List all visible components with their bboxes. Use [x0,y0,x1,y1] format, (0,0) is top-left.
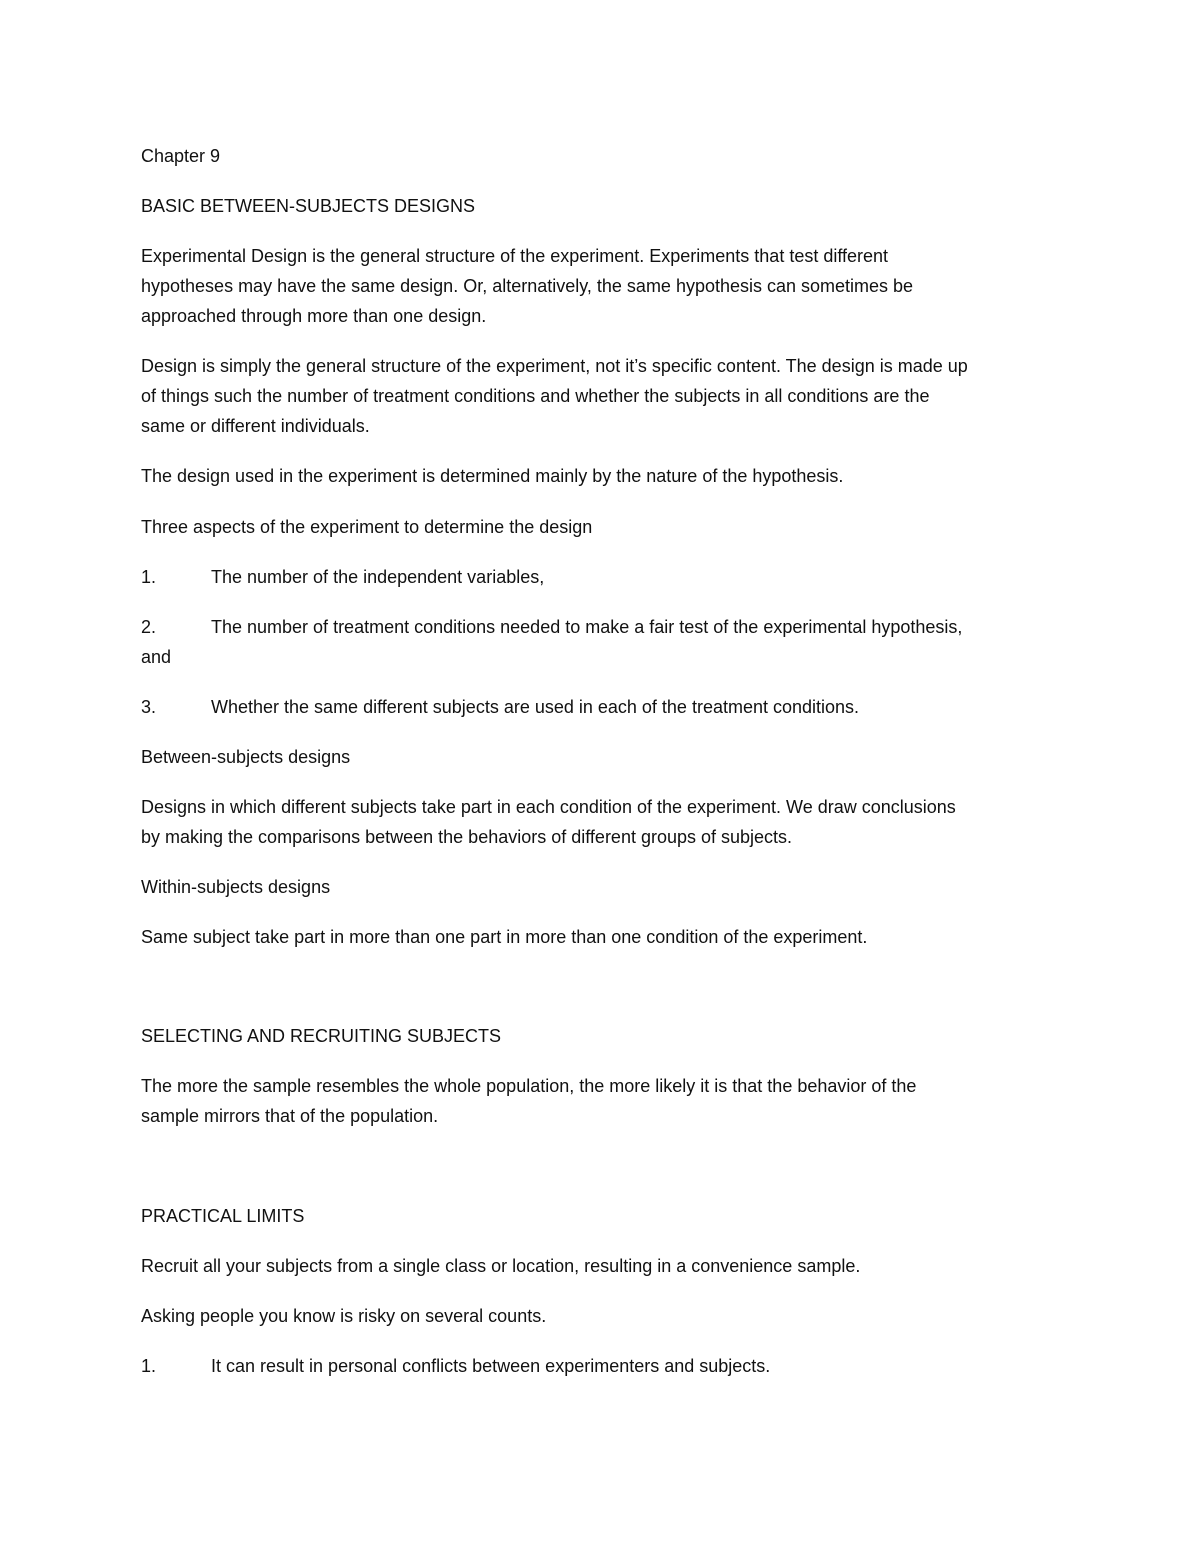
paragraph-line: Experimental Design is the general structure of the experiment. Experiments that test different [141,246,889,266]
list-item-text: The number of treatment conditions needed to make a fair test of the experimental hypothesis, [211,617,963,637]
paragraph-line: Three aspects of the experiment to determine the design [141,517,593,537]
paragraph-line: hypotheses may have the same design. Or, alternatively, the same hypothesis can sometimes be [141,276,914,296]
section-heading-basic: BASIC BETWEEN-SUBJECTS DESIGNS [141,196,476,216]
paragraph-line: Asking people you know is risky on several counts. [141,1306,547,1326]
list-number: 1. [141,1356,157,1376]
list-item-text: It can result in personal conflicts between experimenters and subjects. [211,1356,771,1376]
list-number: 1. [141,567,157,587]
paragraph-line: same or different individuals. [141,416,370,436]
subheading-within: Within-subjects designs [141,877,331,897]
chapter-label: Chapter 9 [141,146,221,166]
paragraph-line: Designs in which different subjects take part in each condition of the experiment. We draw conclusions [141,797,956,817]
paragraph-line: Design is simply the general structure of the experiment, not it’s specific content. The design is made up [141,356,968,376]
section-heading-selecting: SELECTING AND RECRUITING SUBJECTS [141,1026,502,1046]
paragraph-line: Same subject take part in more than one part in more than one condition of the experiment. [141,927,868,947]
list-item-text: The number of the independent variables, [211,567,545,587]
paragraph-line: The more the sample resembles the whole population, the more likely it is that the behavior of the [141,1076,917,1096]
paragraph-line: by making the comparisons between the behaviors of different groups of subjects. [141,827,793,847]
paragraph-line: approached through more than one design. [141,306,487,326]
list-number: 3. [141,697,157,717]
section-heading-practical: PRACTICAL LIMITS [141,1206,305,1226]
subheading-between: Between-subjects designs [141,747,351,767]
list-number: 2. [141,617,157,637]
list-item-text: Whether the same different subjects are used in each of the treatment conditions. [211,697,860,717]
paragraph-line: Recruit all your subjects from a single class or location, resulting in a convenience sample. [141,1256,861,1276]
list-item-continuation: and [141,647,172,667]
paragraph-line: sample mirrors that of the population. [141,1106,439,1126]
paragraph-line: of things such the number of treatment conditions and whether the subjects in all conditions are the [141,386,930,406]
paragraph-line: The design used in the experiment is determined mainly by the nature of the hypothesis. [141,466,844,486]
